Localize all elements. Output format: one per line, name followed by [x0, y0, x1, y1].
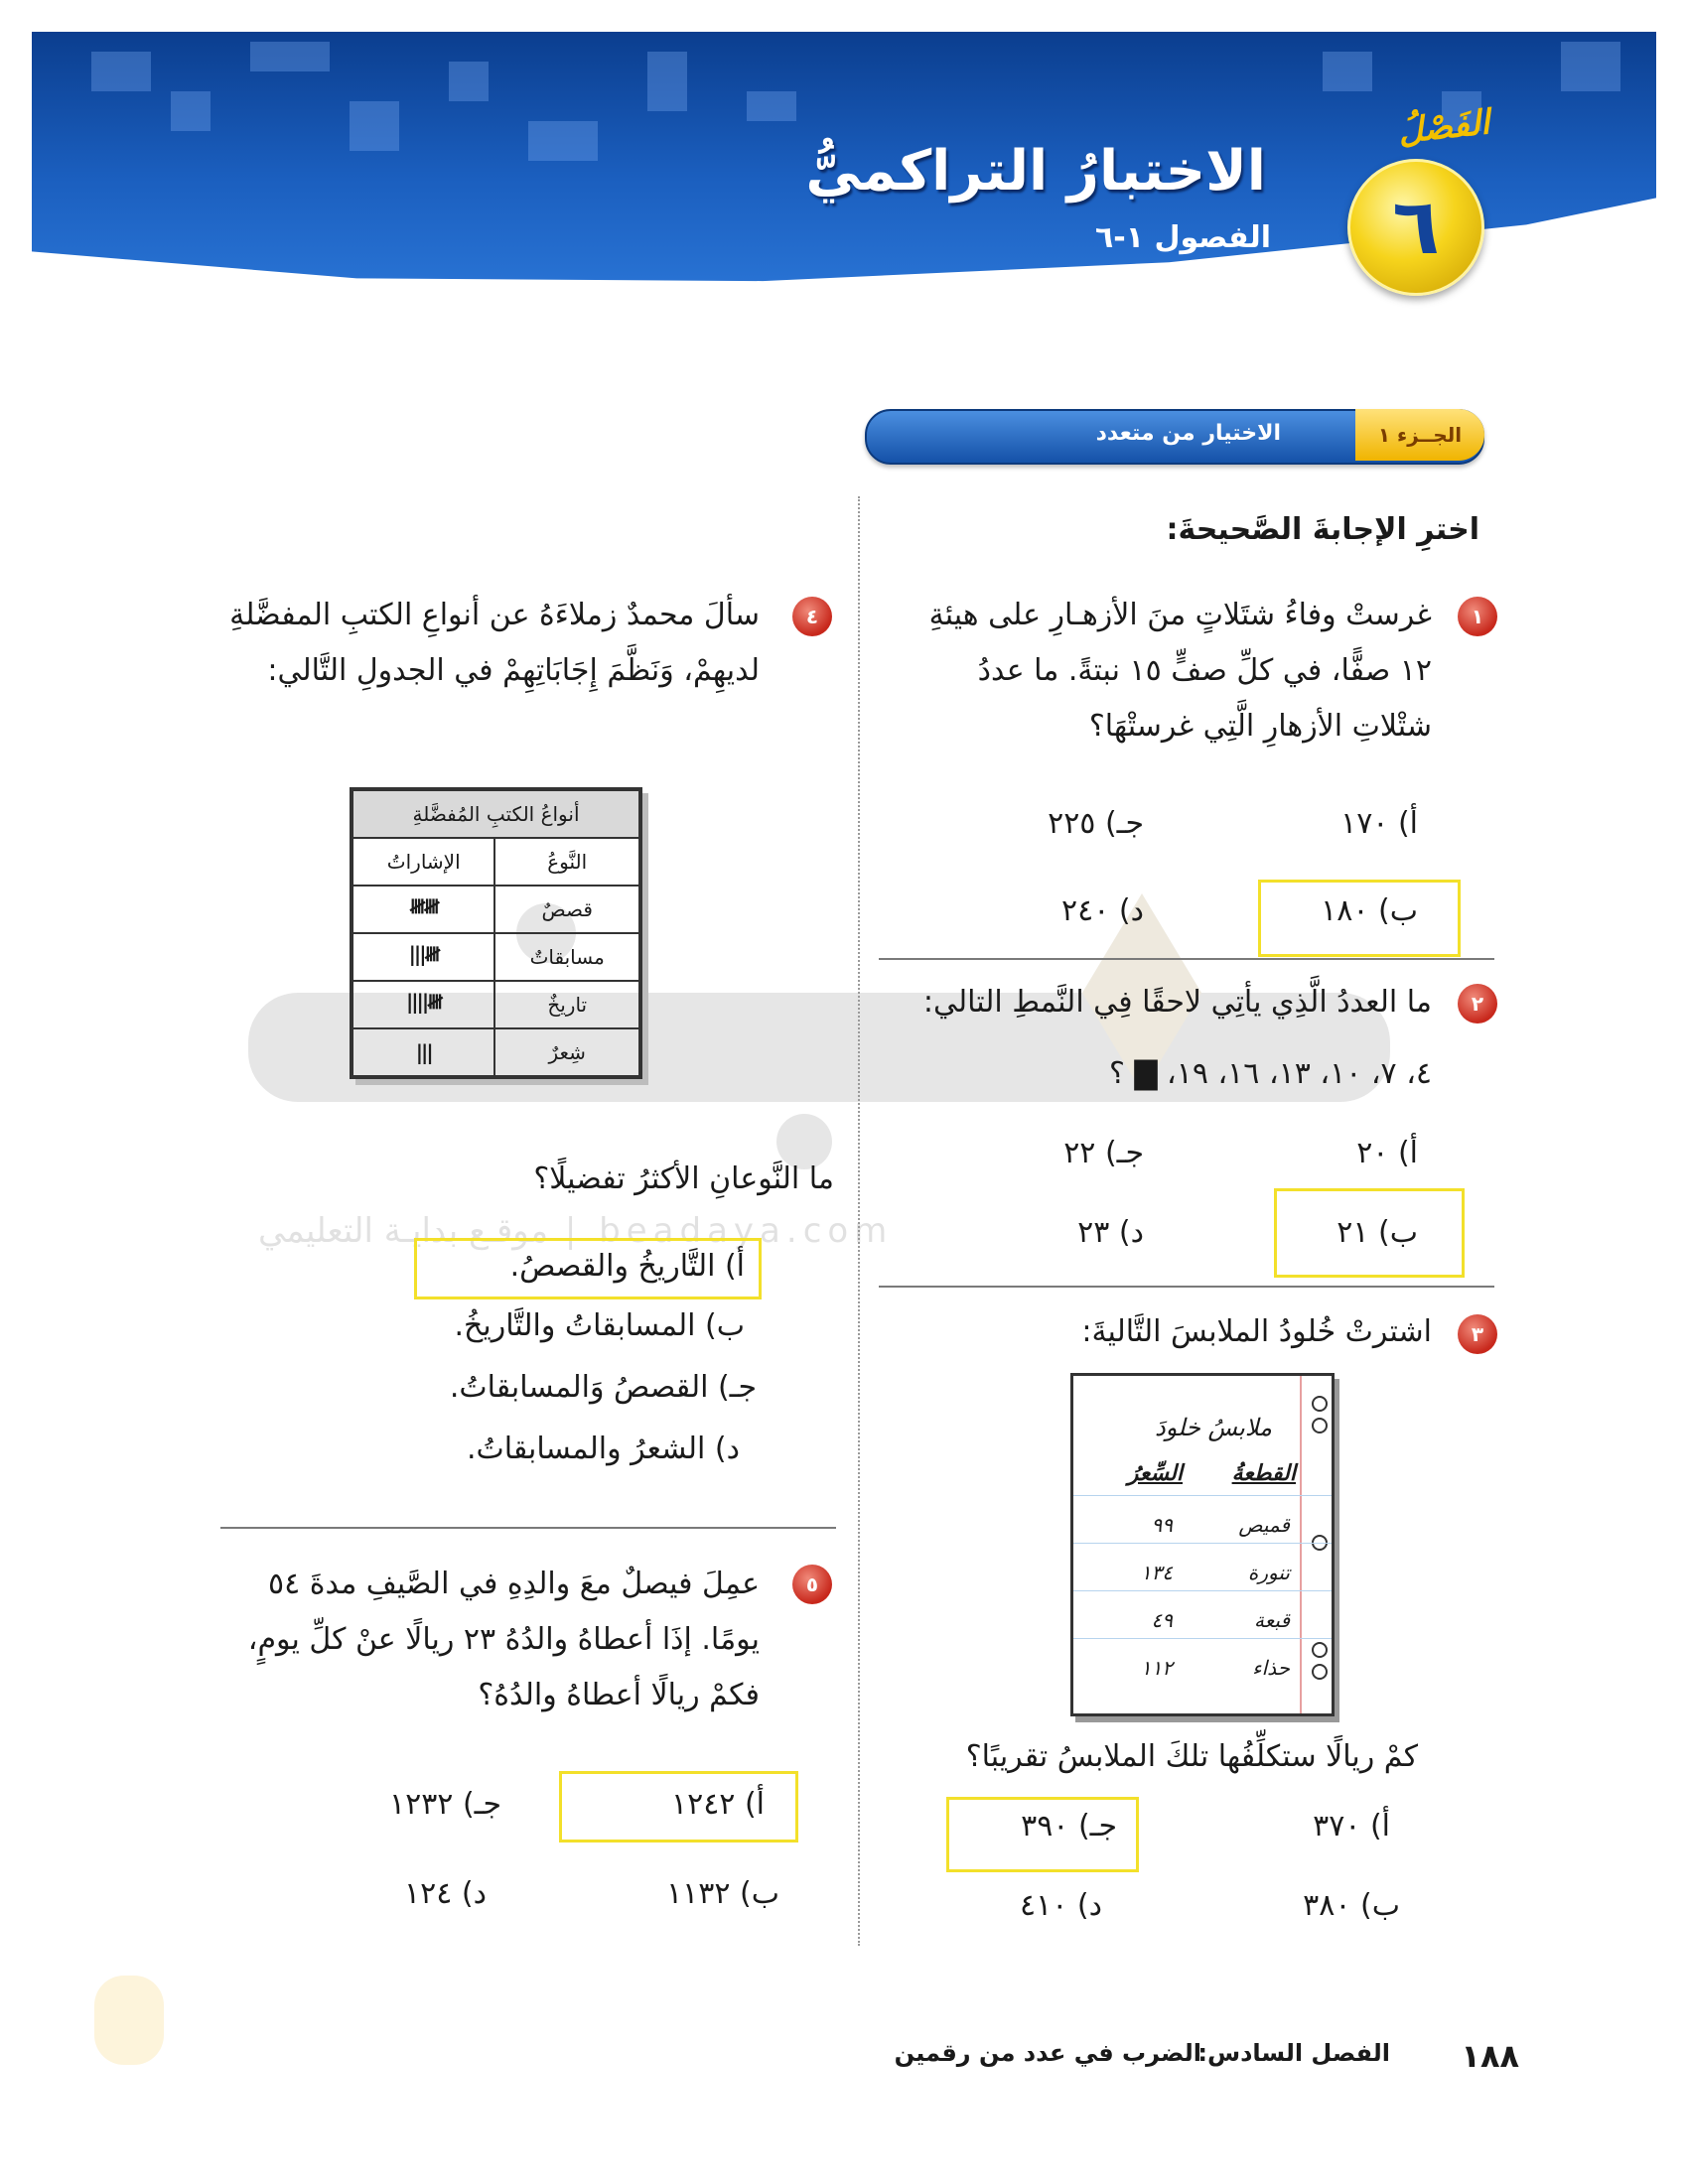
receipt-item: حذاء	[1252, 1656, 1290, 1680]
receipt-item: قميص	[1238, 1513, 1290, 1537]
table-title: أنواعُ الكتبِ المُفضَّلةِ	[352, 789, 640, 838]
q5-choice-a[interactable]: أ) ١٢٤٢	[670, 1787, 765, 1822]
question-divider	[879, 1286, 1494, 1288]
favorite-books-table	[350, 787, 642, 1079]
q5-choice-b[interactable]: ب) ١١٣٢	[666, 1876, 779, 1911]
question-3-number: ٣	[1458, 1314, 1497, 1354]
table-cell-type: مسابقاتٌ	[494, 933, 640, 981]
receipt-price: ١١٢	[1140, 1656, 1173, 1680]
receipt-title: ملابسُ خلودَ	[1155, 1414, 1272, 1441]
part-tag: الجــزء ١	[1355, 409, 1484, 461]
q2-choice-b[interactable]: ب) ٢١	[1336, 1215, 1418, 1250]
q2-choice-d[interactable]: د) ٢٣	[1077, 1215, 1144, 1250]
watermark-site: beadaya.com | موقـع بدايـة التعليمي	[258, 1211, 894, 1251]
table-cell-tally: |||	[352, 1028, 494, 1077]
q1-choice-b[interactable]: ب) ١٨٠	[1321, 893, 1418, 928]
footer-chapter: الفصل السادس:	[1197, 2039, 1390, 2067]
question-5-text: عمِلَ فيصلٌ معَ والدِهِ في الصَّيفِ مدةَ ٥٤ يومًا. إذَا أعطاهُ والدُهُ ٢٣ ريالًا عنْ كلِّ يومٍ، فكمْ ريالًا أعطاهُ والدُهُ؟	[247, 1567, 760, 1712]
q4-choice-b[interactable]: ب) المسابقاتُ والتَّاريخُ.	[454, 1308, 745, 1343]
chapter-title: الاختبارُ التراكميُّ	[805, 139, 1266, 204]
q5-choice-c[interactable]: جـ) ١٢٣٢	[388, 1787, 501, 1822]
table-row	[352, 981, 640, 1028]
q4-choice-a[interactable]: أ) التَّاريخُ والقصصُ.	[509, 1249, 745, 1284]
q4-choice-c[interactable]: جـ) القصصُ وَالمسابقاتُ.	[449, 1370, 757, 1405]
clothes-receipt	[1070, 1373, 1335, 1716]
question-1-number: ١	[1458, 597, 1497, 636]
q3-choice-b[interactable]: ب) ٣٨٠	[1303, 1888, 1400, 1923]
receipt-col-price: السِّعرُ	[1127, 1461, 1183, 1486]
chapter-number-medal	[1347, 159, 1484, 296]
table-row	[352, 1028, 640, 1077]
question-4-number: ٤	[792, 597, 832, 636]
table-cell-type: قصصٌ	[494, 886, 640, 933]
table-header-type: النَّوعُ	[494, 838, 640, 886]
receipt-price: ١٣٤	[1140, 1561, 1173, 1584]
chapter-number: ٦	[1392, 183, 1440, 272]
receipt-price: ٩٩	[1151, 1513, 1173, 1537]
q1-choice-d[interactable]: د) ٢٤٠	[1061, 893, 1144, 928]
question-4-text: سألَ محمدٌ زملاءَهُ عن أنواعِ الكتبِ المفضَّلةِ لديهِمْ، وَنَظَّمَ إِجَابَاتِهِمْ في الجدولِ التَّالي:	[229, 598, 760, 688]
table-cell-type: تاريخٌ	[494, 981, 640, 1028]
receipt-hole	[1312, 1642, 1328, 1658]
q1-choice-a[interactable]: أ) ١٧٠	[1340, 806, 1418, 841]
receipt-item: قبعة	[1254, 1608, 1290, 1632]
question-divider	[879, 958, 1494, 960]
q4-choice-d[interactable]: د) الشعرُ والمسابقاتُ.	[466, 1432, 740, 1466]
footer-topic: الضرب في عدد من رقمين	[894, 2039, 1201, 2067]
column-divider	[858, 496, 860, 1946]
question-1-text: غرستْ وفاءُ شتَلاتٍ منَ الأزهـارِ على هيئةِ ١٢ صفًّا، في كلِّ صفٍّ ١٥ نبتةً. ما عددُ شتْلاتِ الأزهارِ الَّتِي غرستْهَا؟	[928, 598, 1432, 744]
q5-choice-d[interactable]: د) ١٢٤	[404, 1876, 487, 1911]
receipt-hole	[1312, 1664, 1328, 1680]
question-3-text: اشترتْ خُلودُ الملابسَ التَّاليةَ:	[1081, 1314, 1432, 1349]
question-2-text: ما العددُ الَّذِي يأتِي لاحقًا فِي النَّمطِ التالي:	[922, 985, 1432, 1020]
chapter-subtitle: الفصول ١-٦	[1094, 220, 1271, 255]
receipt-col-item: القطعةُ	[1231, 1461, 1296, 1486]
question-4-question: ما النَّوعانِ الأكثرُ تفضيلًا؟	[533, 1161, 834, 1196]
table-cell-tally: 𝍸|||	[352, 933, 494, 981]
table-row	[352, 886, 640, 933]
receipt-hole	[1312, 1396, 1328, 1412]
part-title: الاختيار من متعدد	[1095, 421, 1281, 446]
question-5-number: ٥	[792, 1565, 832, 1604]
table-cell-type: شِعرٌ	[494, 1028, 640, 1077]
receipt-hole	[1312, 1418, 1328, 1433]
chapter-label: الفَصْلُ	[1395, 102, 1491, 152]
question-2-sequence: ٤، ٧، ١٠، ١٣، ١٦، ١٩، ▇ ؟	[1108, 1056, 1432, 1091]
question-divider	[220, 1527, 836, 1529]
page-number: ١٨٨	[1461, 2037, 1519, 2075]
instruction: اخترِ الإجابةَ الصَّحيحةَ:	[1166, 512, 1479, 547]
q3-choice-d[interactable]: د) ٤١٠	[1020, 1888, 1102, 1923]
table-row	[352, 933, 640, 981]
question-2-number: ٢	[1458, 984, 1497, 1024]
table-header-tally: الإشاراتُ	[352, 838, 494, 886]
q2-choice-a[interactable]: أ) ٢٠	[1356, 1136, 1418, 1170]
watermark-corner-logo	[94, 1976, 164, 2065]
table-cell-tally: 𝍸||||	[352, 981, 494, 1028]
q1-choice-c[interactable]: جـ) ٢٢٥	[1048, 806, 1144, 841]
receipt-item: تنورة	[1247, 1561, 1290, 1584]
q3-choice-c[interactable]: جـ) ٣٩٠	[1021, 1809, 1117, 1843]
q3-choice-a[interactable]: أ) ٣٧٠	[1313, 1809, 1390, 1843]
table-cell-tally: 𝍸𝍸	[352, 886, 494, 933]
question-3-question: كمْ ريالًا ستكلِّفُها تلكَ الملابسُ تقريبًا؟	[965, 1739, 1418, 1774]
q2-choice-c[interactable]: جـ) ٢٢	[1063, 1136, 1144, 1170]
receipt-price: ٤٩	[1151, 1608, 1173, 1632]
receipt-margin	[1300, 1376, 1302, 1713]
